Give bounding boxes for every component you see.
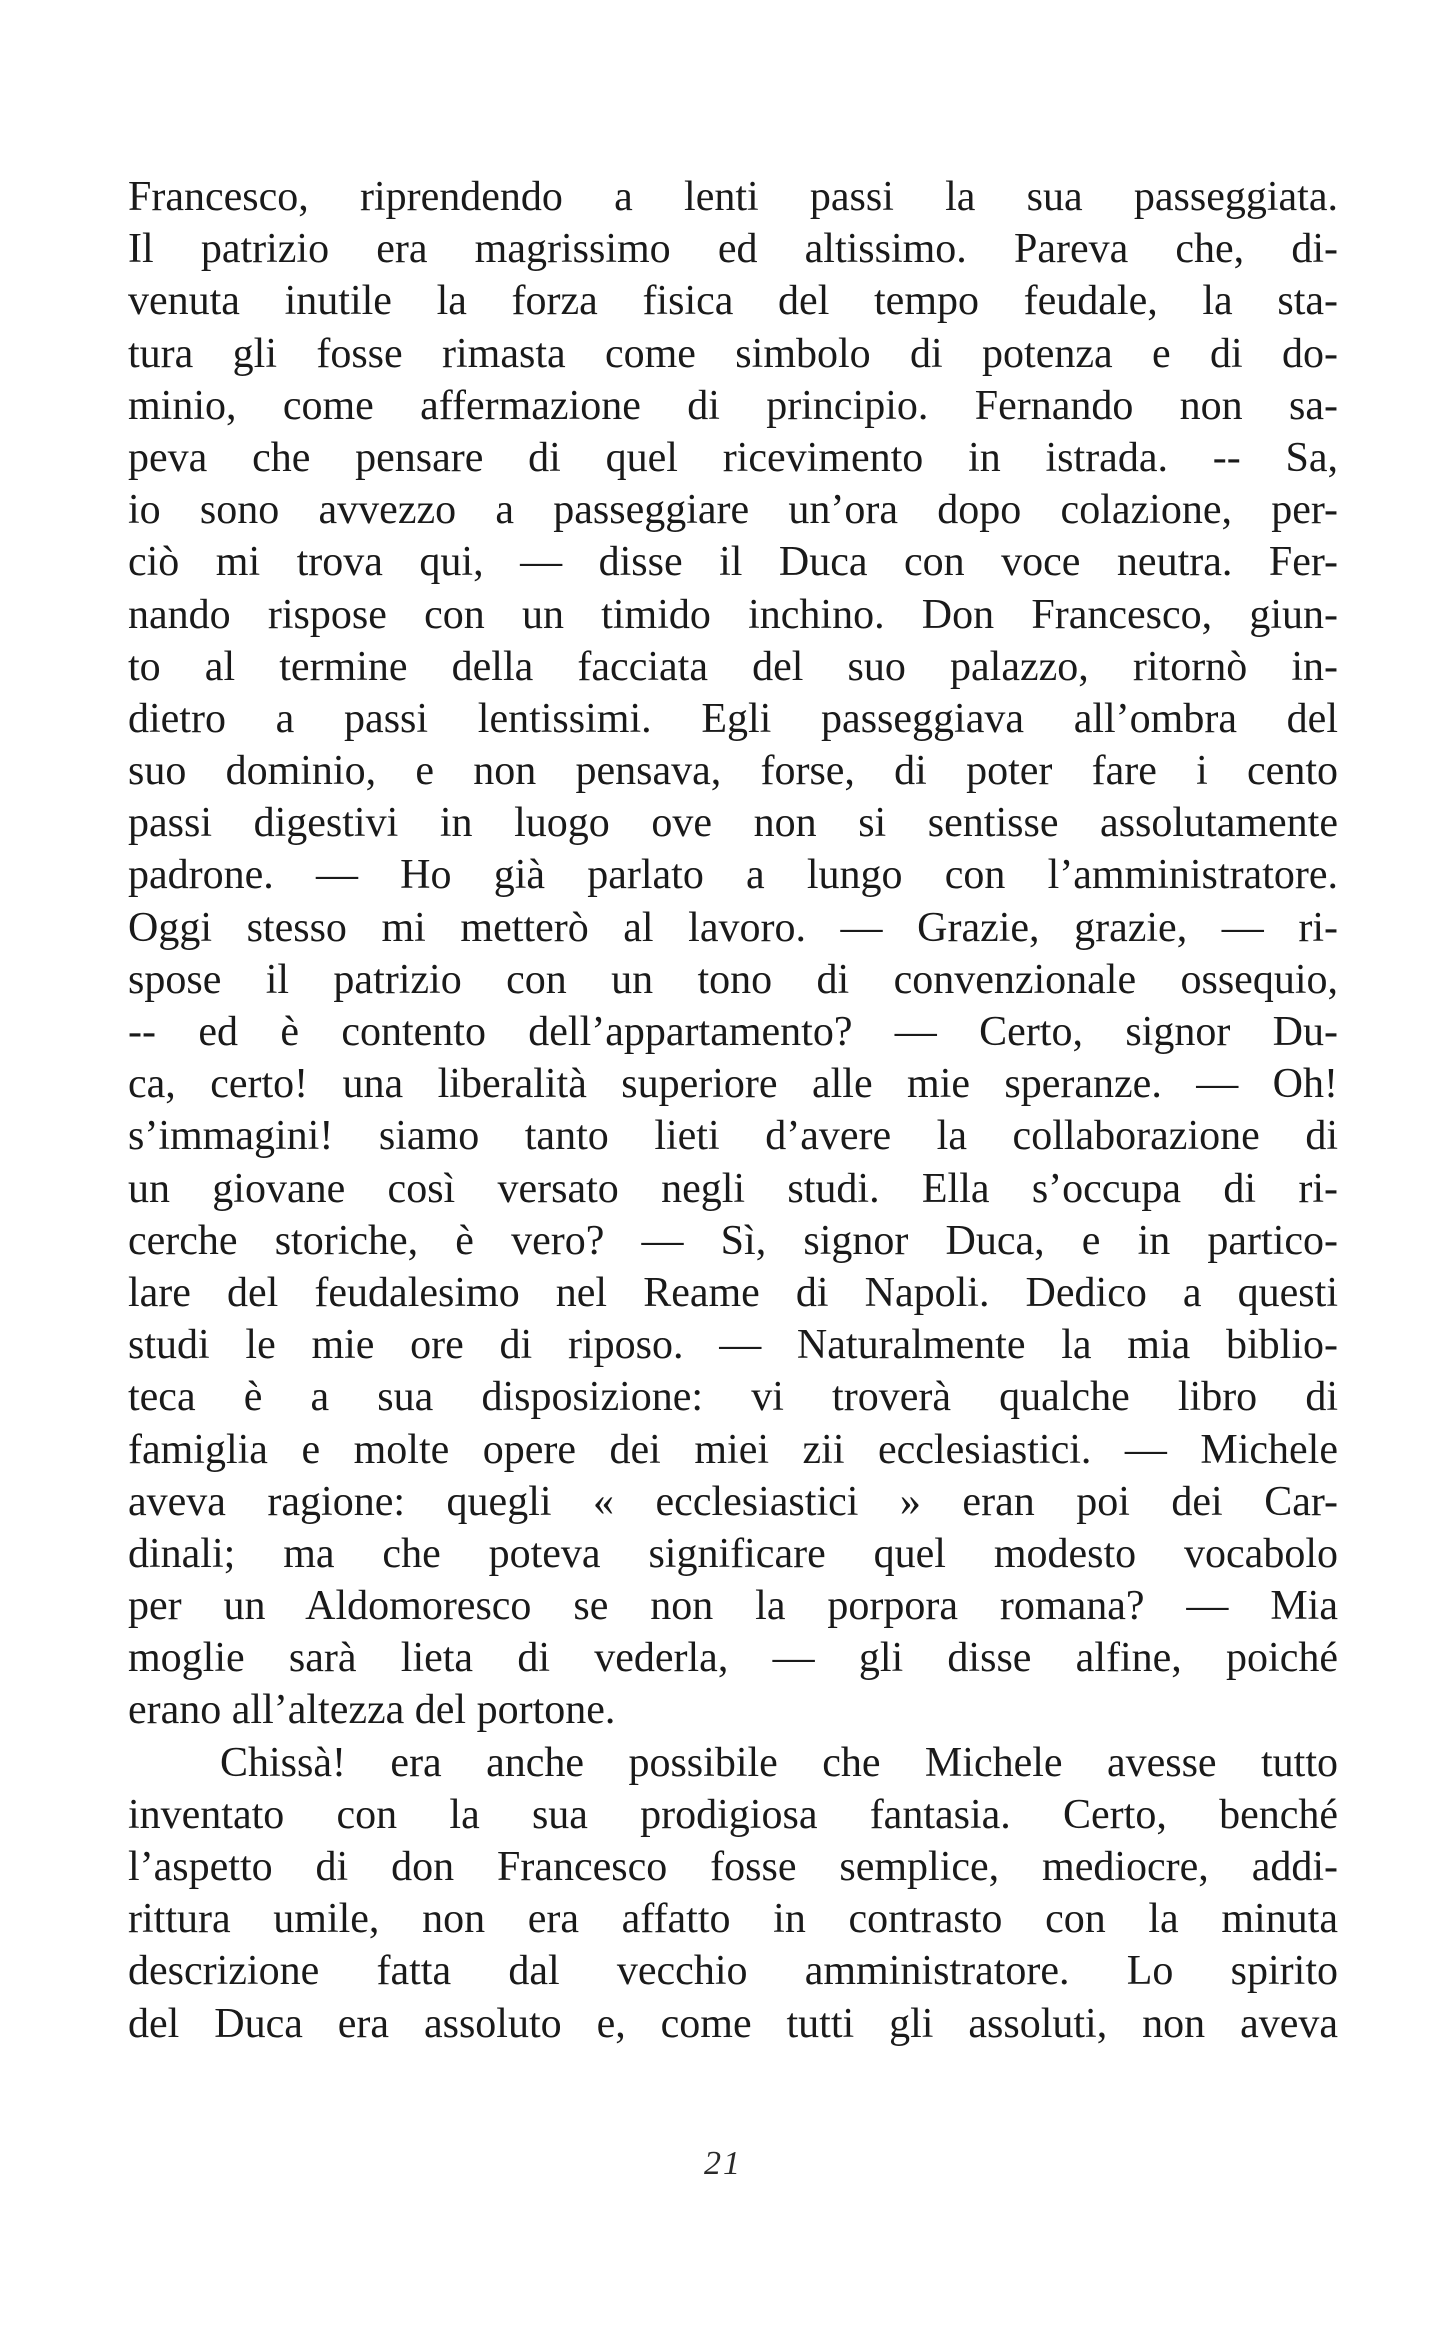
- text-line: erano all’altezza del portone.: [128, 1687, 616, 1734]
- text-line: lare del feudalesimo nel Reame di Napoli. Dedico a questi: [128, 1269, 1338, 1316]
- text-line: tura gli fosse rimasta come simbolo di potenza e di do-: [128, 330, 1338, 377]
- body-text: [128, 171, 1338, 2050]
- text-line: Chissà! era anche possibile che Michele avesse tutto: [220, 1739, 1338, 1786]
- text-line: ciò mi trova qui, — disse il Duca con voce neutra. Fer-: [128, 539, 1338, 586]
- text-line: famiglia e molte opere dei miei zii ecclesiastici. — Michele: [128, 1426, 1338, 1473]
- text-line: to al termine della facciata del suo palazzo, ritornò in-: [128, 643, 1338, 690]
- text-line: cerche storiche, è vero? — Sì, signor Duca, e in partico-: [128, 1217, 1338, 1264]
- text-line: padrone. — Ho già parlato a lungo con l’amministratore.: [128, 852, 1338, 899]
- text-line: teca è a sua disposizione: vi troverà qualche libro di: [128, 1374, 1338, 1421]
- text-line: un giovane così versato negli studi. Ella s’occupa di ri-: [128, 1165, 1338, 1212]
- text-line: descrizione fatta dal vecchio amministratore. Lo spirito: [128, 1948, 1338, 1995]
- paragraph-1: [128, 171, 1338, 1737]
- text-line: del Duca era assoluto e, come tutti gli assoluti, non aveva: [128, 2000, 1338, 2047]
- paragraph-2: [128, 1737, 1338, 2050]
- text-line: venuta inutile la forza fisica del tempo feudale, la sta-: [128, 278, 1338, 325]
- text-line: dinali; ma che poteva significare quel modesto vocabolo: [128, 1530, 1338, 1577]
- text-line: s’immagini! siamo tanto lieti d’avere la collaborazione di: [128, 1113, 1338, 1160]
- text-line: passi digestivi in luogo ove non si sentisse assolutamente: [128, 800, 1338, 847]
- text-line: spose il patrizio con un tono di convenzionale ossequio,: [128, 956, 1338, 1003]
- text-line: suo dominio, e non pensava, forse, di poter fare i cento: [128, 748, 1338, 795]
- text-line: inventato con la sua prodigiosa fantasia. Certo, benché: [128, 1791, 1338, 1838]
- text-line: moglie sarà lieta di vederla, — gli disse alfine, poiché: [128, 1635, 1338, 1682]
- text-line: peva che pensare di quel ricevimento in istrada. -- Sa,: [128, 434, 1338, 481]
- page-number: 21: [704, 2145, 742, 2182]
- text-line: Francesco, riprendendo a lenti passi la sua passeggiata.: [128, 174, 1338, 220]
- text-line: l’aspetto di don Francesco fosse semplice, mediocre, addi-: [128, 1844, 1338, 1890]
- text-line: io sono avvezzo a passeggiare un’ora dopo colazione, per-: [128, 487, 1338, 534]
- text-line: minio, come affermazione di principio. Fernando non sa-: [128, 382, 1338, 429]
- text-line: rittura umile, non era affatto in contrasto con la minuta: [128, 1896, 1338, 1943]
- text-line: dietro a passi lentissimi. Egli passeggiava all’ombra del: [128, 695, 1338, 742]
- text-line: ca, certo! una liberalità superiore alle mie speranze. — Oh!: [128, 1061, 1338, 1108]
- text-line: studi le mie ore di riposo. — Naturalmente la mia biblio-: [128, 1322, 1338, 1369]
- text-line: Il patrizio era magrissimo ed altissimo. Pareva che, di-: [128, 226, 1338, 273]
- text-line: nando rispose con un timido inchino. Don Francesco, giun-: [128, 591, 1338, 638]
- text-line: -- ed è contento dell’appartamento? — Certo, signor Du-: [128, 1009, 1338, 1055]
- text-line: Oggi stesso mi metterò al lavoro. — Grazie, grazie, — ri-: [128, 904, 1338, 951]
- text-line: per un Aldomoresco se non la porpora romana? — Mia: [128, 1583, 1338, 1630]
- text-line: aveva ragione: quegli « ecclesiastici » eran poi dei Car-: [128, 1478, 1338, 1525]
